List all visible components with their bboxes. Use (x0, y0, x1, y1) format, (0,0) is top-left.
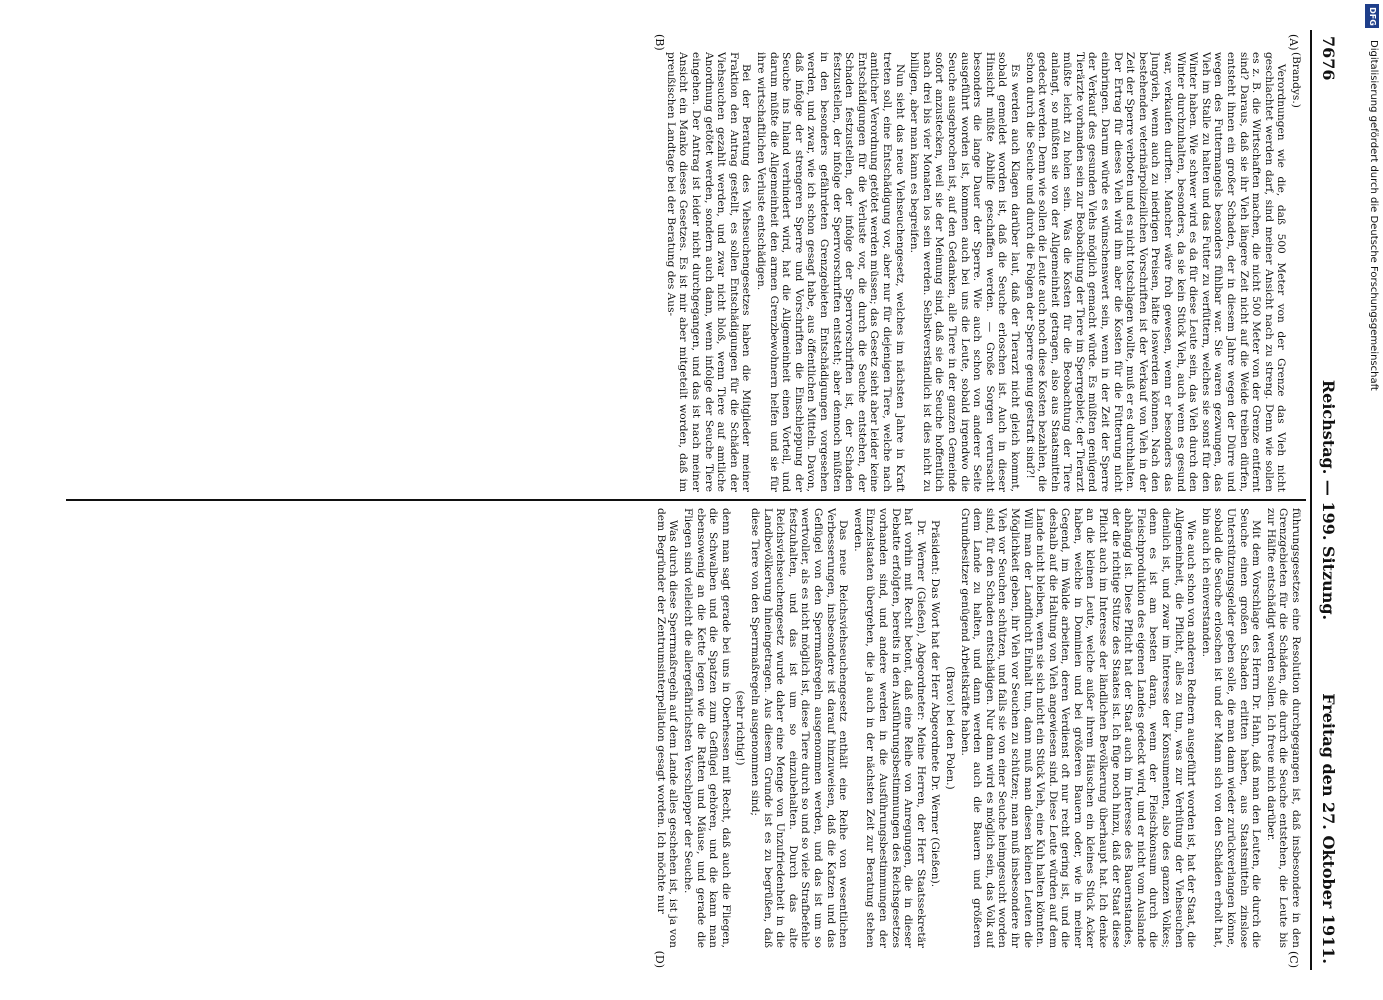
paragraph: Das neue Reichsviehseuchengesetz enthält eine Reihe von wesentlichen Verbesserungen, insbesondere ist darauf hinzuweisen, daß die Katzen und das Geflügel von den Sperrmaßregeln ausgenommen werden, und das ist um so wertvoller, als es nicht möglich ist, diese Tiere durch so und so viele Strafbefehle festzuhalten, und das ist um so einzubehalten. Durch das alte Reichsviehseuchengesetz wurde daher eine Menge von Unzufriedenheit in die Landbevölkerung hineingetragen. Aus diesem Grunde ist es zu begrüßen, daß diese Tiere von den Sperrmaßregeln ausgenommen sind; (749, 508, 850, 948)
paragraph: Bei der Beratung des Viehseuchengesetzes haben die Mitglieder meiner Fraktion den Antrag gestellt, es sollen Entschädigungen für die Schäden der Viehseuchen gezahlt werden, und zwar nicht bloß, wenn Tiere auf amtliche Anordnung getötet werden, sondern auch dann, wenn infolge der Seuche Tiere eingehen. Der Antrag ist leider nicht durchgegangen, und das ist nach meiner Ansicht ein Manko dieses Gesetzes. Es ist mir aber mitgeteilt worden, daß im preußischen Landtage bei der Beratung des Aus- (664, 52, 753, 492)
page-header (1310, 30, 1346, 970)
digitization-note: Digitalisierung gefördert durch die Deutsche Forschungsgemeinschaft (1368, 40, 1379, 391)
interjection: (Bravo! bei den Polen.) (943, 666, 956, 790)
paragraph: Verordnungen wie die, daß 500 Meter von der Grenze das Vieh nicht geschlachtet werden darf, sind meiner Ansicht nach zu streng. Denn wie sollen es z. B. die Wirtschaften machen, die nicht 500 Meter von der Grenze entfernt sind? Daraus, daß sie ihr Vieh längere Zeit nicht auf die Weide treiben dürfen, entsteht ihnen ein großer Schaden, der in diesem Jahre wegen der Dürre und wegen des Futtermangels besonders fühlbar war. Sie waren gezwungen, das Vieh im Stalle zu halten und das Futter zu verfüttern, welches sie sonst für den Winter haben. Wie schwer wird es da für diese Leute sein, das Vieh durch den Winter durchzuhalten, besonders, da sie kein Stück Vieh, auch wenn es gesund war, verkaufen durften. Mancher wäre froh gewesen, wenn er besonders das Jungvieh, wenn auch zu niedrigen Preisen, hätte loswerden können. Nach den bestehenden veterinärpolizeilichen Vorschriften ist der Verkauf von Vieh in der Zeit der Sperre verboten und es nicht totschlagen wollte, muß er es durchhalten. Der Ertrag für dieses Vieh wird ihm aber die Kosten für die Fütterung nicht einbringen. Darum würde es wünschenswert sein, wenn in der Zeit der Sperre der Verkauf des gesunden Viehs möglich gemacht würde. Es müßten genügend Tierärzte vorhanden sein zur Beobachtung der Tiere im Sperrgebiet; der Tierarzt müßte leicht zu holen sein. Was die Kosten für die Beobachtung der Tiere anlangt, so müßten sie von der Allgemeinheit getragen, also aus Staatsmitteln gedeckt werden. Denn wie sollen die Leute auch noch diese Kosten bezahlen, die schon durch die Seuche und durch die Folgen der Sperre genug gestraft sind?! (1023, 52, 1288, 492)
paragraph: Was durch diese Sperrmaßregeln auf dem Lande alles geschehen ist, ist ja von dem Begründer der Zentrumsinterpellation gesagt worden. Ich möchte nur (654, 508, 680, 948)
margin-marker-b: (B) (653, 34, 666, 51)
paragraph: führungsgesetzes eine Resolution durchgegangen ist, daß insbesondere in den Grenzgebieten für die Schäden, die durch die Seuche entstehen, die Leute bis zur Hälfte entschädigt werden sollen. Ich freue mich darüber. (1264, 508, 1302, 948)
margin-marker-a: (A) (1287, 34, 1300, 51)
paragraph: Dr. Werner (Gießen), Abgeordneter: Meine Herren, der Herr Staatssekretär hat vorhin mit Recht betont, daß eine Reihe von Anregungen, die in dieser Debatte erfolgten, bereits in den Ausführungsbestimmungen des Reichsgesetzes vorhanden sind, und andere werden in die Ausführungsbestimmungen der Einzelstaaten übergehen, die ja auch in der nächsten Zeit zur Beratung stehen werden. (851, 508, 927, 948)
right-text-column (66, 508, 1302, 948)
paragraph: Nun sieht das neue Viehseuchengesetz, welches im nächsten Jahre in Kraft treten soll, eine Entschädigung vor, aber nur für diejenigen Tiere, welche nach amtlicher Verordnung getötet werden müssen; das Gesetz sieht aber leider keine Entschädigungen für die Verluste vor, die durch die Seuche entstehen, der Schaden festzustellen, der infolge der Sperrvorschriften ist, der Schaden festzustellen, der infolge der Sperrvorschriften entsteht; aber dennoch müßten in den besonders gefährdeten Grenzgebieten Entschädigungen vorgesehen werden, und zwar, wie ich schon gesagt habe, aus öffentlichen Mitteln. Davon, daß infolge der strengeren Sperre und Vorschriften die Einschleppung der Seuche ins Inland verhindert wird, hat die Allgemeinheit einen Vorteil, und darum müßte die Allgemeinheit den armen Grenzbewohnern helfen und sie für ihre wirtschaftlichen Verluste entschädigen. (755, 52, 906, 492)
paragraph: Mit dem Vorschlage des Herrn Dr. Hahn, daß man den Leuten, die durch die Seuche einen großen Schaden erlitten haben, aus Staatsmitteln zinslose Unterstützungsgelder geben solle, die man dann wieder zurückverlangen könne, sobald die Seuche erloschen ist und der Mann sich von den Schäden erholt hat, bin auch ich einverstanden. (1199, 508, 1263, 948)
dfg-logo: DFG (1365, 4, 1379, 28)
interjection: (sehr richtig!) (734, 690, 747, 766)
paragraph: Es werden auch Klagen darüber laut, daß der Tierarzt nicht gleich kommt, sobald gemeldet worden ist, daß die Seuche erloschen ist. Auch in dieser Hinsicht müßte Abhilfe geschaffen werden. — Große Sorgen verursacht besonders die lange Dauer der Sperre. Wie auch schon von anderer Seite ausgeführt worden ist, kommen auch bei uns die Leute, sobald irgendwo die Seuche ausgebrochen ist, auf den Gedanken, alle Tiere in der ganzen Gemeinde sofort anzustecken, weil sie der Meinung sind, daß sie die Seuche hoffentlich nach drei bis vier Monaten los sein werden. Selbstverständlich ist dies nicht zu billigen, aber man kann es begreifen. (908, 52, 1021, 492)
running-title: Reichstag. — 199. Sitzung. (1319, 379, 1338, 621)
paragraph: Wie auch schon von anderen Rednern ausgeführt worden ist, hat der Staat, die Allgemeinheit, die Pflicht, alles zu tun, was zur Verhütung der Viehseuchen dienlich ist, und zwar im Interesse der Konsumenten, also des ganzen Volkes; denn es ist am besten daran, wenn der Fleischkonsum durch die Fleischproduktion des eigenen Landes gedeckt wird, und er nicht vom Auslande abhängig ist. Diese Pflicht hat der Staat auch im Interesse des Bauernstandes, der die richtige Stütze des Staates ist. Ich füge noch hinzu, daß der Staat diese Pflicht auch im Interesse der ländlichen Bevölkerung überhaupt hat. Ich denke an die kleinen Leute, welche außer ihrem Häuschen ein kleines Stück Acker haben, welche in Dominien und bei größeren Bauern oder, wie in meiner Gegend, im Walde arbeiten, deren Verdienst oft nur recht gering ist, und die deshalb auf die Haltung von Vieh angewiesen sind. Diese Leute würden auf dem Lande nicht bleiben, wenn sie sich nicht ein Stück Vieh, eine Kuh halten könnten. Will man der Landflucht Einhalt tun, dann muß man diesen kleinen Leuten die Möglichkeit geben, ihr Vieh vor Seuchen zu schützen; man muß insbesondere ihr Vieh vor Seuchen schützen, und falls sie von einer Seuche heimgesucht worden sind, für den Schaden entschädigen. Nur dann wird es möglich sein, das Volk auf dem Lande zu halten, und dann werden auch die Bauern und größeren Grundbesitzer genügend Arbeitskräfte haben. (958, 508, 1198, 948)
scanned-sheet (56, 30, 1346, 970)
left-text-column (66, 52, 1302, 492)
session-date: Freitag den 27. Oktober 1911. (1319, 693, 1338, 964)
column-divider (66, 499, 1306, 501)
paragraph: denn man sagt gerade bei uns in Oberhessen mit Recht, daß auch die Fliegen, die Schwalben und die Spatzen zum Geflügel gehören, und die kann man ebensowenig an die Kette legen wie die Ratten und Mäuse, und gerade die Fliegen sind vielleicht die allergefährlichsten Verschlepper der Seuche. (682, 508, 732, 948)
margin-marker-c: (C) (1287, 951, 1300, 968)
speaker-tag: (Brandys.) (1290, 52, 1302, 108)
president-remark: Präsident: Das Wort hat der Herr Abgeordnete Dr. Werner (Gießen). (929, 520, 942, 888)
page-number: 7676 (1319, 36, 1338, 81)
margin-marker-d: (D) (653, 950, 666, 968)
